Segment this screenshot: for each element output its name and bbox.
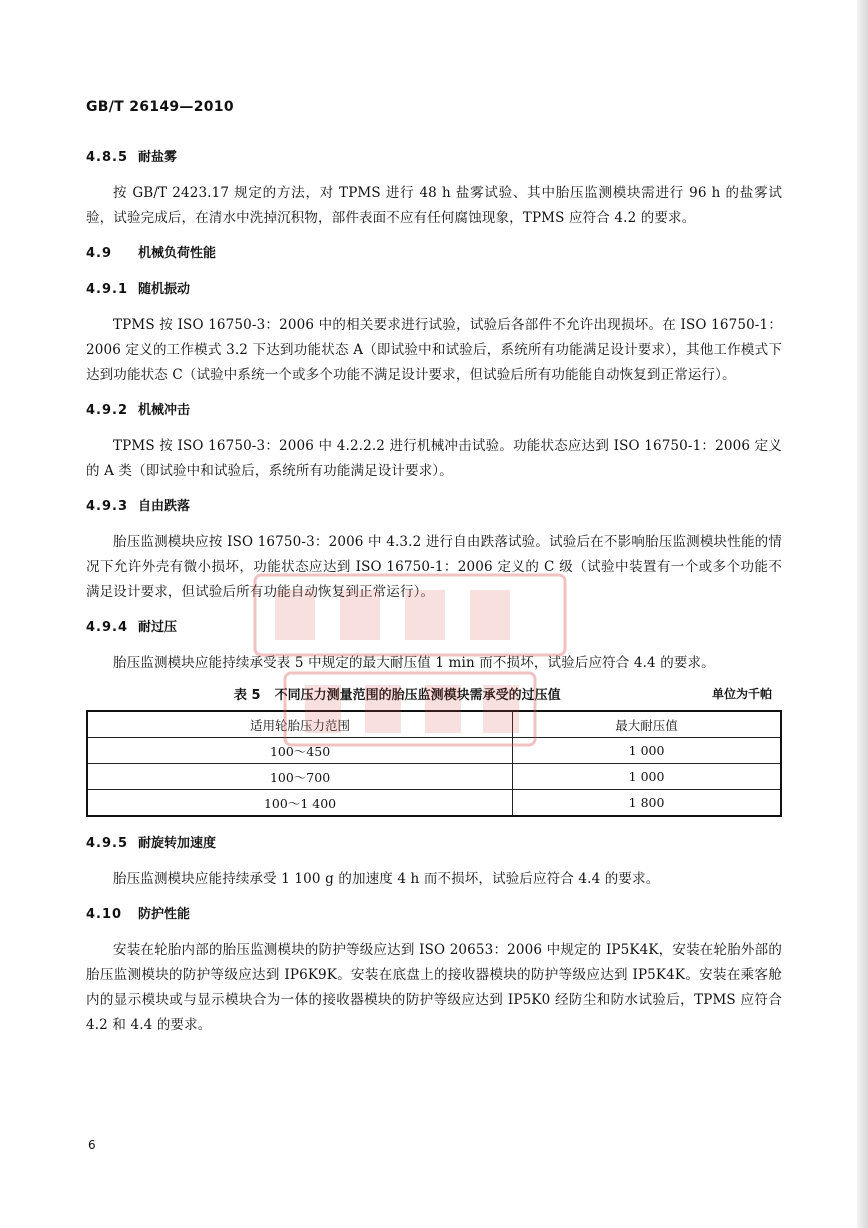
section-number: 4.9.3: [86, 499, 129, 514]
section-number: 4.9.2: [86, 403, 129, 418]
section-paragraph: 胎压监测模块应按 ISO 16750-3：2006 中 4.3.2 进行自由跌落试验。试验后在不影响胎压监测模块性能的情况下允许外壳有微小损坏，功能状态应达到 ISO 16750-1：2006 定义的 C 级（试验中装置有一个或多个功能不满足设计要求，但试验后所有功能自动恢复到正常运行）。: [86, 534, 782, 600]
table-cell: 100～1 400: [87, 790, 513, 817]
table-cell: 100～700: [87, 764, 513, 790]
section-heading-4-9-1: [86, 277, 782, 303]
table-row: [87, 764, 781, 790]
table-label: 表 5: [234, 688, 261, 703]
table-caption-row: [86, 676, 782, 710]
section-paragraph: TPMS 按 ISO 16750-3：2006 中 4.2.2.2 进行机械冲击试验。功能状态应达到 ISO 16750-1：2006 定义的 A 类（即试验中和试验后，系统所有功能满足设计要求）。: [86, 438, 782, 479]
section-heading-4-9-3: [86, 494, 782, 520]
section-heading-4-9-4: [86, 615, 782, 641]
table-unit: 单位为千帕: [711, 687, 772, 701]
table-cell: 1 000: [513, 738, 781, 764]
standard-code: GB/T 26149—2010: [86, 99, 234, 115]
section-title: 自由跌落: [138, 499, 191, 514]
table-header-row: [87, 711, 781, 738]
section-heading-4-9-5: [86, 831, 782, 857]
section-title: 机械负荷性能: [138, 246, 217, 261]
table-title: 不同压力测量范围的胎压监测模块需承受的过压值: [274, 688, 561, 703]
section-heading-4-9: [86, 241, 782, 267]
section-title: 耐过压: [138, 620, 178, 635]
section-title: 机械冲击: [138, 403, 191, 418]
section-number: 4.8.5: [86, 150, 129, 165]
section-number: 4.9.1: [86, 282, 129, 297]
section-paragraph: 安装在轮胎内部的胎压监测模块的防护等级应达到 ISO 20653：2006 中规定的 IP5K4K，安装在轮胎外部的胎压监测模块的防护等级应达到 IP6K9K。安装在底盘上的接收器模块的防护等级应达到 IP5K4K。安装在乘客舱内的显示模块或与显示模块合为一体的接收器模块的防护等级应达到 IP5K0 经防尘和防水试验后，TPMS 应符合 4.2 和 4.4 的要求。: [86, 942, 782, 1033]
table-cell: 100～450: [87, 738, 513, 764]
section-paragraph: TPMS 按 ISO 16750-3：2006 中的相关要求进行试验，试验后各部件不允许出现损坏。在 ISO 16750-1：2006 定义的工作模式 3.2 下达到功能状态 A（即试验中和试验后，系统所有功能满足设计要求），其他工作模式下达到功能状态 C（试验中系统一个或多个功能不满足设计要求，但试验后所有功能能自动恢复到正常运行）。: [86, 317, 782, 383]
column-header-max-pressure: 最大耐压值: [513, 711, 781, 738]
section-number: 4.9: [86, 246, 113, 261]
section-paragraph: 按 GB/T 2423.17 规定的方法，对 TPMS 进行 48 h 盐雾试验、其中胎压监测模块需进行 96 h 的盐雾试验，试验完成后，在清水中洗掉沉积物，部件表面不应有任何腐蚀现象，TPMS 应符合 4.2 的要求。: [86, 185, 782, 226]
section-number: 4.9.4: [86, 620, 129, 635]
section-heading-4-8-5: [86, 145, 782, 171]
page-edge-shadow: [857, 0, 868, 1228]
section-title: 耐旋转加速度: [138, 836, 217, 851]
table-row: [87, 738, 781, 764]
section-heading-4-9-2: [86, 398, 782, 424]
table-caption: [234, 684, 561, 703]
page-number: 6: [88, 1138, 96, 1152]
section-title: 防护性能: [138, 907, 191, 922]
section-paragraph: 胎压监测模块应能持续承受表 5 中规定的最大耐压值 1 min 而不损坏，试验后应符合 4.4 的要求。: [113, 655, 715, 671]
section-title: 随机振动: [138, 282, 191, 297]
section-title: 耐盐雾: [138, 150, 178, 165]
column-header-pressure-range: 适用轮胎压力范围: [87, 711, 513, 738]
section-heading-4-10: [86, 902, 782, 928]
table-row: [87, 790, 781, 817]
overpressure-table: [86, 710, 782, 817]
section-number: 4.9.5: [86, 836, 129, 851]
table-cell: 1 800: [513, 790, 781, 817]
section-paragraph: 胎压监测模块应能持续承受 1 100 g 的加速度 4 h 而不损坏，试验后应符合 4.4 的要求。: [113, 871, 660, 887]
table-cell: 1 000: [513, 764, 781, 790]
document-body: [86, 145, 782, 1038]
section-number: 4.10: [86, 907, 123, 922]
